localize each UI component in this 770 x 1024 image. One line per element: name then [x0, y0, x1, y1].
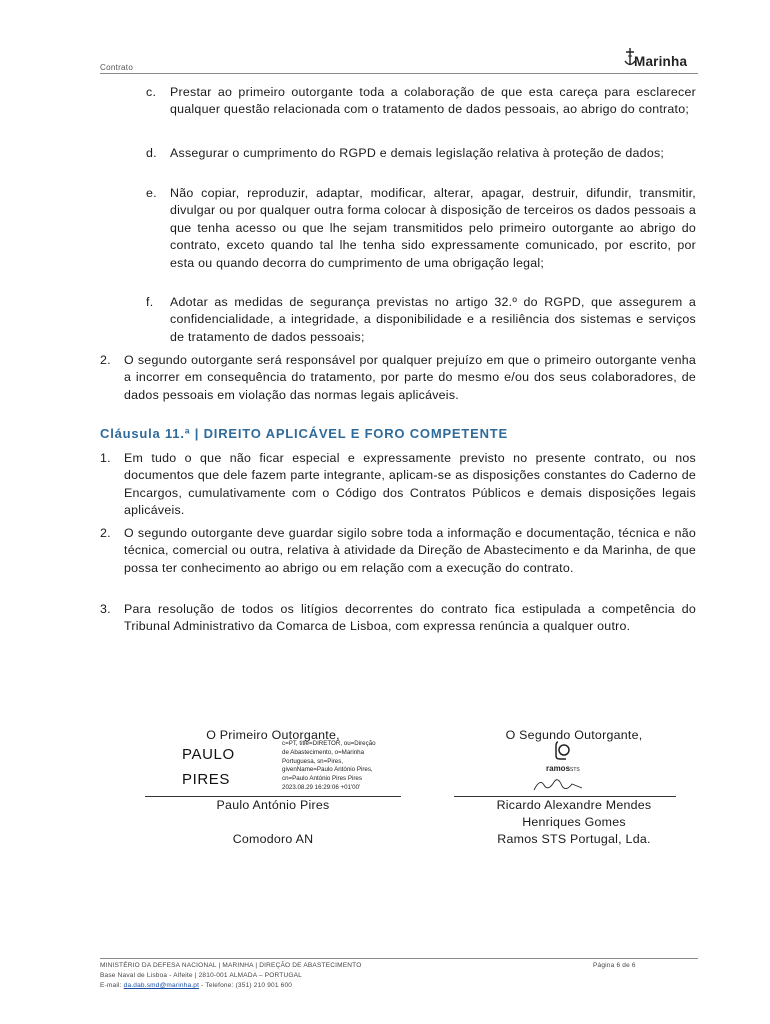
list-item-c	[146, 84, 696, 119]
second-signatory-company: Ramos STS Portugal, Lda.	[497, 832, 651, 846]
footer-ministry: MINISTÉRIO DA DEFESA NACIONAL | MARINHA | DIREÇÃO DE ABASTECIMENTO	[100, 962, 362, 969]
page-number: Página 6 de 6	[593, 962, 636, 969]
signature-detail-line: c=PT, title=DIRETOR, ou=Direção	[282, 740, 376, 747]
first-signature-line	[145, 796, 401, 797]
list-item-text: Não copiar, reproduzir, adaptar, modificar, alterar, apagar, destruir, difundir, transmitir, divulgar ou por qualquer outra forma colocar à disposição de terceiros os dados pessoais a que tenha acesso ou que lhe sejam transmitidos pelo primeiro outorgante ao abrigo do contrato, exceto quando tal lhe tenha sido expressamente comunicado, por escrito, por esta ou quando decorra do cumprimento de uma obrigação legal;	[170, 186, 696, 270]
clause-title: Cláusula 11.ª | DIREITO APLICÁVEL E FORO COMPETENTE	[100, 426, 509, 441]
first-signatory-title: O Primeiro Outorgante,	[206, 728, 340, 742]
clause-item-3	[100, 601, 696, 636]
footer-phone: - Telefone: (351) 210 901 600	[199, 982, 293, 989]
list-marker: 2.	[100, 526, 111, 540]
footer-email-link[interactable]: da.dab.smd@marinha.pt	[123, 982, 200, 989]
list-item-text: Em tudo o que não ficar especial e expressamente previsto no presente contrato, ou nos documentos que dele fazem parte integrante, aplicam-se as disposições constantes do Caderno de Encargos, cumulativamente com o Código dos Contratos Públicos e demais disposições legais aplicáveis.	[124, 451, 696, 518]
list-item-text: Para resolução de todos os litígios decorrentes do contrato fica estipulada a competência do Tribunal Administrativo da Comarca de Lisboa, com expressa renúncia a qualquer outro.	[124, 602, 696, 634]
list-item-e	[146, 185, 696, 272]
stamp-sub: STS	[570, 767, 580, 773]
list-item-text: Assegurar o cumprimento do RGPD e demais legislação relativa à proteção de dados;	[170, 146, 665, 160]
numbered-item-2	[100, 352, 696, 404]
footer-divider	[100, 958, 698, 959]
list-item-text: Adotar as medidas de segurança previstas no artigo 32.º do RGPD, que assegurem a confidencialidade, a integridade, a disponibilidade e a resiliência dos sistemas e serviços de tratamento de dados pessoais;	[170, 295, 696, 344]
logo-text: Marinha	[634, 54, 688, 69]
footer-contacts	[100, 981, 292, 991]
list-item-d	[146, 145, 696, 162]
list-marker: e.	[146, 186, 157, 200]
clause-item-2	[100, 525, 696, 577]
footer-address: Base Naval de Lisboa - Alfeite | 2810-001 ALMADA – PORTUGAL	[100, 972, 302, 979]
second-signature-line	[454, 796, 676, 797]
marinha-logo	[624, 47, 700, 71]
footer-email-label: E-mail:	[100, 982, 124, 989]
list-marker: f.	[146, 295, 154, 309]
list-item-text: O segundo outorgante deve guardar sigilo sobre toda a informação e documentação, técnica e não técnica, comercial ou outra, relativa à atividade da Direção de Abastecimento e da Marinha, de que possa ter conhecimento ao abrigo ou em relação com a execução do contrato.	[124, 526, 696, 575]
first-signatory-rank: Comodoro AN	[232, 832, 314, 846]
list-marker: 2.	[100, 353, 111, 367]
digital-signature-first-name: PAULO	[182, 746, 235, 763]
list-marker: 1.	[100, 451, 111, 465]
clause-item-1	[100, 450, 696, 520]
list-marker: d.	[146, 146, 157, 160]
list-item-text: Prestar ao primeiro outorgante toda a colaboração de que esta careça para esclarecer qualquer questão relacionada com o tratamento de dados pessoais, ao abrigo do contrato;	[170, 85, 696, 117]
list-item-f	[146, 294, 696, 346]
second-signatory-title: O Segundo Outorgante,	[505, 728, 643, 742]
document-header-label: Contrato	[100, 63, 134, 72]
signature-detail-line: de Abastecimento, o=Marinha	[282, 748, 365, 756]
signature-detail-line: cn=Paulo António Pires Pires	[282, 775, 362, 783]
list-item-text: O segundo outorgante será responsável por qualquer prejuízo em que o primeiro outorgante venha a incorrer em consequência do tratamento, por parte do mesmo e/ou dos seus colaboradores, de dados pessoais em violação das normas legais aplicáveis.	[124, 353, 696, 402]
signature-detail-line: 2023.08.29 16:29:06 +01'00'	[282, 783, 361, 791]
second-signatory-name: Ricardo Alexandre Mendes	[496, 798, 652, 812]
header-divider	[100, 73, 698, 74]
signature-detail-line: givenName=Paulo António Pires,	[282, 766, 373, 774]
digital-signature-details	[282, 740, 404, 793]
company-stamp	[532, 738, 590, 794]
second-signatory-surname: Henriques Gomes	[522, 815, 626, 829]
digital-signature-last-name: PIRES	[182, 771, 231, 788]
stamp-logo-icon	[532, 738, 590, 794]
stamp-brand: ramos	[546, 764, 571, 773]
list-marker: 3.	[100, 602, 111, 616]
signature-detail-line: Portuguesa, sn=Pires,	[282, 757, 344, 765]
list-marker: c.	[146, 85, 157, 99]
first-signatory-name: Paulo António Pires	[216, 798, 330, 812]
